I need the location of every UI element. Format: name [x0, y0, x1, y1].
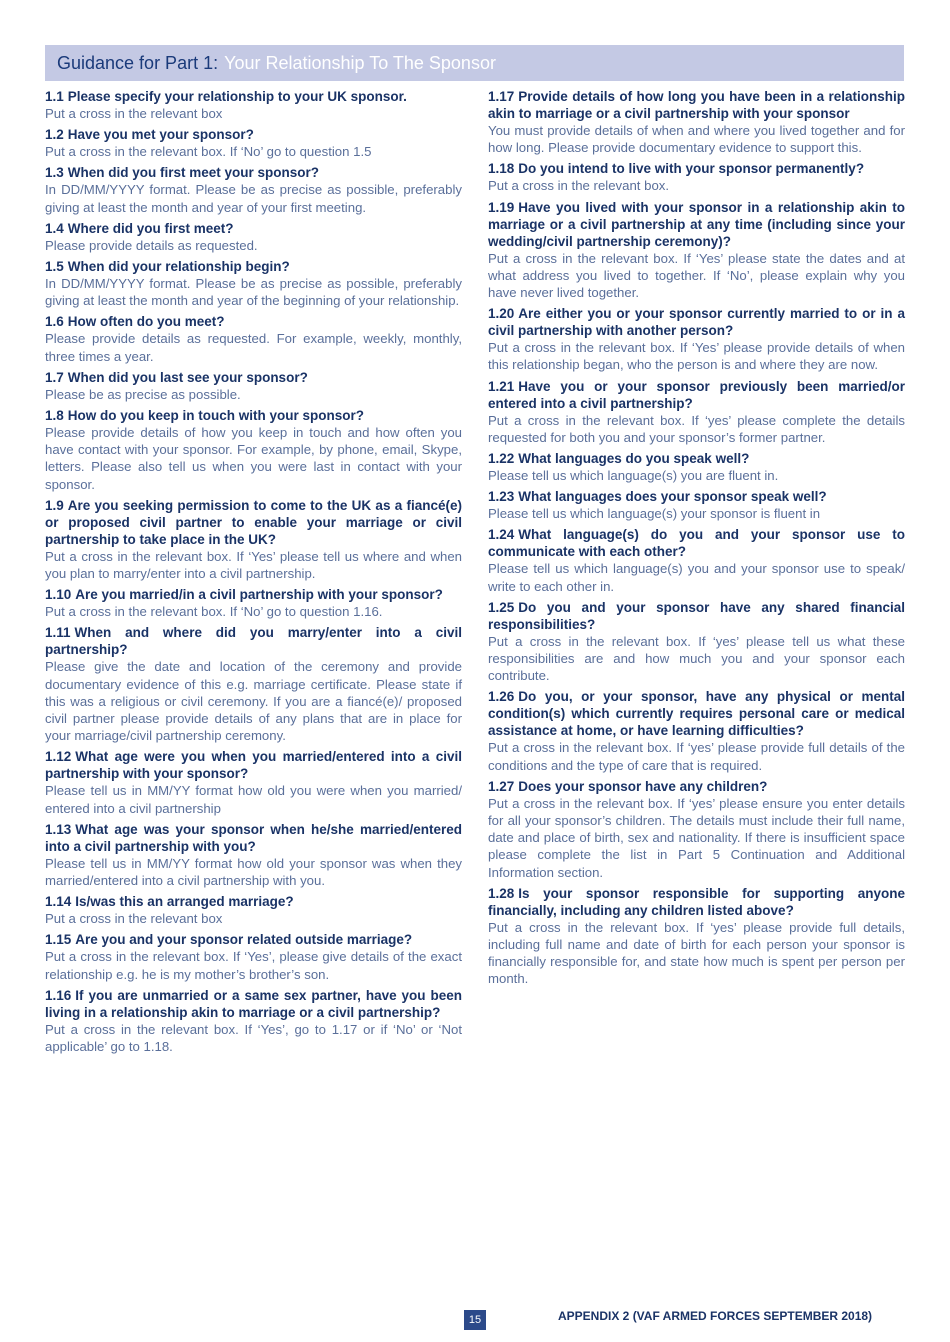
question-item	[45, 497, 462, 582]
question-answer: You must provide details of when and where you lived together and for how long. Please provide documentary evidence to support this.	[488, 123, 905, 156]
question-answer: In DD/MM/YYYY format. Please be as precise as possible, preferably giving at least the month and year of the beginning of your relationship.	[45, 276, 462, 309]
question-number: 1.15	[45, 932, 72, 948]
question-answer: Put a cross in the relevant box	[45, 911, 223, 927]
section-header	[45, 45, 904, 81]
question-item	[488, 488, 905, 522]
question-text: Have you or your sponsor previously been married/or entered into a civil partnership?	[488, 378, 905, 411]
question-item	[45, 126, 462, 160]
question-title	[488, 450, 905, 467]
question-item	[488, 450, 905, 484]
question-number: 1.17	[488, 89, 515, 104]
question-answer: Put a cross in the relevant box. If ‘No’ go to question 1.5	[45, 144, 372, 160]
question-title	[45, 258, 462, 275]
question-text: Are you and your sponsor related outside marriage?	[75, 932, 413, 948]
question-number: 1.12	[45, 749, 72, 765]
question-text: Is your sponsor responsible for supporting anyone financially, including any children listed above?	[488, 885, 905, 918]
question-number: 1.16	[45, 987, 72, 1003]
question-number: 1.28	[488, 885, 515, 901]
question-text: Have you lived with your sponsor in a relationship akin to marriage or a civil partnership at any time (including since your wedding/civil partnership ceremony)?	[488, 199, 905, 249]
question-title	[45, 164, 462, 181]
question-title	[488, 160, 905, 177]
question-title	[488, 599, 905, 633]
question-text: If you are unmarried or a same sex partner, have you been living in a relationship akin to marriage or a civil partnership?	[45, 987, 462, 1020]
question-item	[45, 748, 462, 816]
question-number: 1.10	[45, 587, 72, 603]
question-answer: Put a cross in the relevant box. If ‘yes’ please complete the details requested for both you and your sponsor’s former partner.	[488, 412, 905, 445]
question-title	[45, 893, 462, 910]
question-title	[45, 126, 462, 143]
question-title	[488, 378, 905, 412]
question-item	[488, 305, 905, 373]
question-answer: Please tell us in MM/YY format how old your sponsor was when they married/entered into a civil partnership with you.	[45, 855, 462, 889]
question-number: 1.18	[488, 161, 515, 177]
question-number: 1.13	[45, 821, 72, 837]
question-answer: Put a cross in the relevant box. If ‘No’ go to question 1.16.	[45, 604, 383, 620]
question-answer: Put a cross in the relevant box. If ‘Yes’ please state the dates and at what address you lived to together. If ‘No’, please explain why you have never lived together.	[488, 250, 905, 301]
question-number: 1.25	[488, 599, 515, 615]
question-number: 1.21	[488, 378, 515, 394]
question-title	[45, 821, 462, 855]
question-number: 1.22	[488, 451, 515, 467]
question-item	[45, 164, 462, 215]
question-text: When and where did you marry/enter into a civil partnership?	[45, 625, 462, 658]
section-header-prefix: Guidance for Part 1:	[57, 52, 219, 73]
question-answer: Put a cross in the relevant box.	[488, 178, 670, 194]
question-item	[488, 599, 905, 685]
question-item	[488, 526, 905, 594]
question-title	[488, 688, 905, 739]
question-answer: Put a cross in the relevant box. If ‘Yes’, go to 1.17 or if ‘No’ or ‘Not applicable’ go to 1.18.	[45, 1021, 462, 1055]
question-text: When did your relationship begin?	[67, 259, 290, 275]
question-text: Are either you or your sponsor currently married to or in a civil partnership with another person?	[488, 306, 905, 339]
question-item	[488, 885, 905, 988]
question-answer: Please provide details of how you keep in touch and how often you have contact with your sponsor. For example, by phone, email, Skype, letters. Please also tell us when you were last in contact with your sponsor.	[45, 425, 462, 492]
question-number: 1.11	[45, 625, 71, 641]
question-item	[488, 88, 905, 156]
question-text: Where did you first meet?	[67, 220, 234, 236]
question-number: 1.2	[45, 127, 64, 143]
question-text: Is/was this an arranged marriage?	[75, 894, 294, 910]
question-answer: Please provide details as requested. For example, weekly, monthly, three times a year.	[45, 331, 462, 364]
question-item	[45, 893, 462, 927]
question-title	[488, 199, 905, 250]
question-number: 1.7	[45, 369, 64, 385]
question-text: What languages does your sponsor speak well?	[518, 489, 827, 505]
question-item	[45, 821, 462, 889]
question-number: 1.24	[488, 527, 515, 543]
question-answer: Put a cross in the relevant box. If ‘Yes’ please provide details of when this relationship began, who the person is and where they are now.	[488, 340, 905, 373]
question-title	[45, 987, 462, 1021]
question-answer: Put a cross in the relevant box. If ‘yes’ please provide full details of the conditions and the type of care that is required.	[488, 740, 905, 773]
question-text: How often do you meet?	[67, 314, 225, 330]
question-text: Do you intend to live with your sponsor permanently?	[518, 161, 865, 177]
question-number: 1.23	[488, 489, 515, 505]
question-item	[488, 778, 905, 881]
question-title	[488, 885, 905, 919]
question-item	[488, 688, 905, 773]
footer-text: APPENDIX 2 (VAF ARMED FORCES SEPTEMBER 2018)	[558, 1309, 873, 1323]
question-answer: Please provide details as requested.	[45, 237, 258, 253]
question-answer: In DD/MM/YYYY format. Please be as precise as possible, preferably giving at least the month and year of your first meeting.	[45, 182, 462, 215]
question-text: Does your sponsor have any children?	[518, 778, 768, 794]
question-item	[45, 313, 462, 364]
question-number: 1.26	[488, 689, 515, 705]
question-title	[45, 624, 462, 658]
question-text: What age was your sponsor when he/she married/entered into a civil partnership with you?	[45, 821, 462, 854]
question-number: 1.6	[45, 314, 64, 330]
question-text: Do you and your sponsor have any shared financial responsibilities?	[488, 599, 905, 632]
question-item	[45, 407, 462, 493]
question-title	[45, 586, 462, 603]
question-number: 1.8	[45, 408, 64, 424]
question-text: How do you keep in touch with your sponsor?	[67, 408, 365, 424]
question-item	[45, 931, 462, 982]
question-answer: Please tell us in MM/YY format how old you were when you married/ entered into a civil partnership	[45, 783, 462, 816]
question-answer: Please tell us which language(s) you are fluent in.	[488, 468, 779, 484]
question-answer: Please give the date and location of the ceremony and provide documentary evidence of this e.g. marriage certificate. Please state if this was a religious or civil ceremony. If you are a fiancé(e)/ proposed civil partner please provide details of any plans that are in place for your marriage/civil partnership ceremony.	[45, 659, 462, 744]
question-text: What languages do you speak well?	[518, 451, 750, 467]
question-title	[488, 488, 905, 505]
question-title	[45, 748, 462, 782]
question-title	[488, 88, 905, 122]
question-number: 1.1	[45, 89, 64, 104]
question-title	[45, 88, 462, 105]
question-text: What age were you when you married/entered into a civil partnership with your sponsor?	[45, 749, 462, 782]
question-answer: Put a cross in the relevant box. If ‘yes’ please ensure you enter details for all your sponsor’s children. The details must include their full name, date and place of birth, sex and nationality. If there is insufficient space please complete the list in Part 5 Continuation and Additional Information section.	[488, 795, 905, 880]
question-item	[45, 586, 462, 620]
right-column	[488, 88, 905, 992]
question-text: Are you seeking permission to come to the UK as a fiancé(e) or proposed civil partner to enable your marriage or civil partnership to take place in the UK?	[45, 497, 462, 547]
question-answer: Please tell us which language(s) you and your sponsor use to speak/ write to each other in.	[488, 561, 905, 594]
question-title	[488, 305, 905, 339]
question-item	[45, 220, 462, 254]
question-answer: Put a cross in the relevant box	[45, 106, 223, 121]
question-number: 1.4	[45, 220, 64, 236]
question-answer: Please be as precise as possible.	[45, 386, 241, 402]
question-title	[45, 369, 462, 386]
question-title	[45, 497, 462, 548]
question-item	[45, 987, 462, 1055]
question-text: When did you first meet your sponsor?	[67, 165, 320, 181]
question-number: 1.9	[45, 497, 64, 513]
question-text: What language(s) do you and your sponsor use to communicate with each other?	[488, 527, 905, 560]
question-title	[488, 526, 905, 560]
question-answer: Please tell us which language(s) your sponsor is fluent in	[488, 506, 821, 522]
question-number: 1.5	[45, 259, 64, 275]
question-answer: Put a cross in the relevant box. If ‘Yes’, please give details of the exact relationship e.g. he is my mother’s brother’s son.	[45, 949, 462, 982]
question-title	[45, 931, 462, 948]
question-item	[45, 624, 462, 744]
question-number: 1.14	[45, 894, 72, 910]
page-number: 15	[464, 1310, 486, 1330]
question-item	[45, 258, 462, 309]
section-header-title: Your Relationship To The Sponsor	[224, 52, 496, 73]
question-answer: Put a cross in the relevant box. If ‘yes’ please provide full details, including full name and date of birth for each person your sponsor is financially responsible for, and state how much is spent per person per month.	[488, 919, 905, 987]
question-title	[45, 313, 462, 330]
question-number: 1.19	[488, 199, 515, 215]
question-number: 1.20	[488, 306, 515, 322]
question-text: Provide details of how long you have been in a relationship akin to marriage or a civil partnership with your sponsor	[488, 89, 905, 121]
question-title	[45, 407, 462, 424]
left-column	[45, 88, 462, 1059]
question-title	[488, 778, 905, 795]
question-text: Please specify your relationship to your UK sponsor.	[67, 89, 407, 104]
question-answer: Put a cross in the relevant box. If ‘yes’ please tell us what these responsibilities are and how much you and your sponsor each contribute.	[488, 633, 905, 684]
question-item	[488, 160, 905, 194]
question-item	[45, 369, 462, 403]
question-item	[45, 88, 462, 122]
question-item	[488, 199, 905, 302]
question-number: 1.27	[488, 778, 515, 794]
question-text: Are you married/in a civil partnership with your sponsor?	[75, 587, 443, 603]
question-number: 1.3	[45, 165, 64, 181]
question-answer: Put a cross in the relevant box. If ‘Yes’ please tell us where and when you plan to marry/enter into a civil partnership.	[45, 548, 462, 582]
question-title	[45, 220, 462, 237]
question-text: Have you met your sponsor?	[67, 127, 254, 143]
question-text: When did you last see your sponsor?	[67, 369, 308, 385]
question-text: Do you, or your sponsor, have any physical or mental condition(s) which currently requires personal care or medical assistance at home, or have learning difficulties?	[488, 689, 905, 739]
question-item	[488, 378, 905, 446]
